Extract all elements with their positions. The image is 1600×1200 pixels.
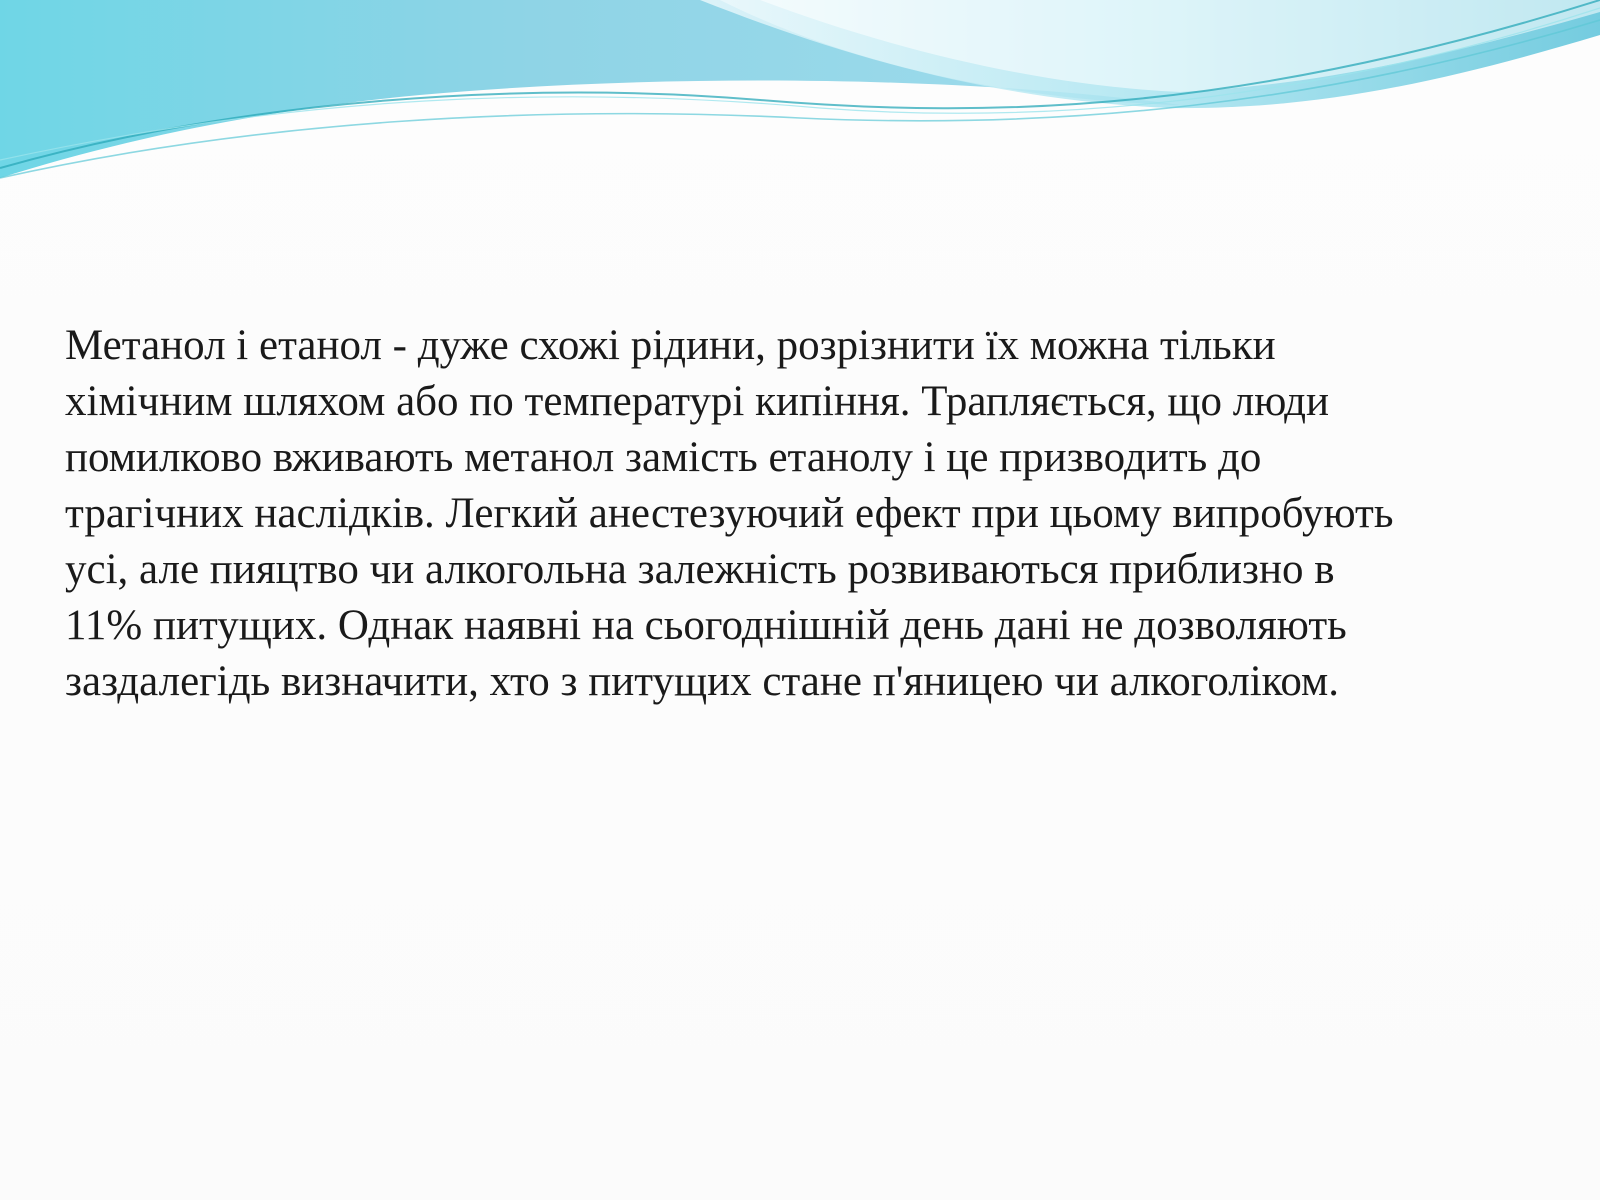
body-paragraph (65, 318, 1545, 710)
paragraph-line: помилково вживають метанол замість етанолу і це призводить до (65, 434, 1262, 481)
paragraph-line: заздалегідь визначити, хто з питущих стане п'яницею чи алкоголіком. (65, 658, 1340, 705)
paragraph-line: усі, але пияцтво чи алкогольна залежність розвиваються приблизно в (65, 546, 1335, 593)
paragraph-line: хімічним шляхом або по температурі кипіння. Трапляється, що люди (65, 378, 1330, 425)
paragraph-line: 11% питущих. Однак наявні на сьогоднішній день дані не дозволяють (65, 602, 1347, 649)
wave-header-decoration (0, 0, 1600, 190)
paragraph-line: трагічних наслідків. Легкий анестезуючий ефект при цьому випробують (65, 490, 1394, 537)
paragraph-line: Метанол і етанол - дуже схожі рідини, розрізнити їх можна тільки (65, 322, 1276, 369)
